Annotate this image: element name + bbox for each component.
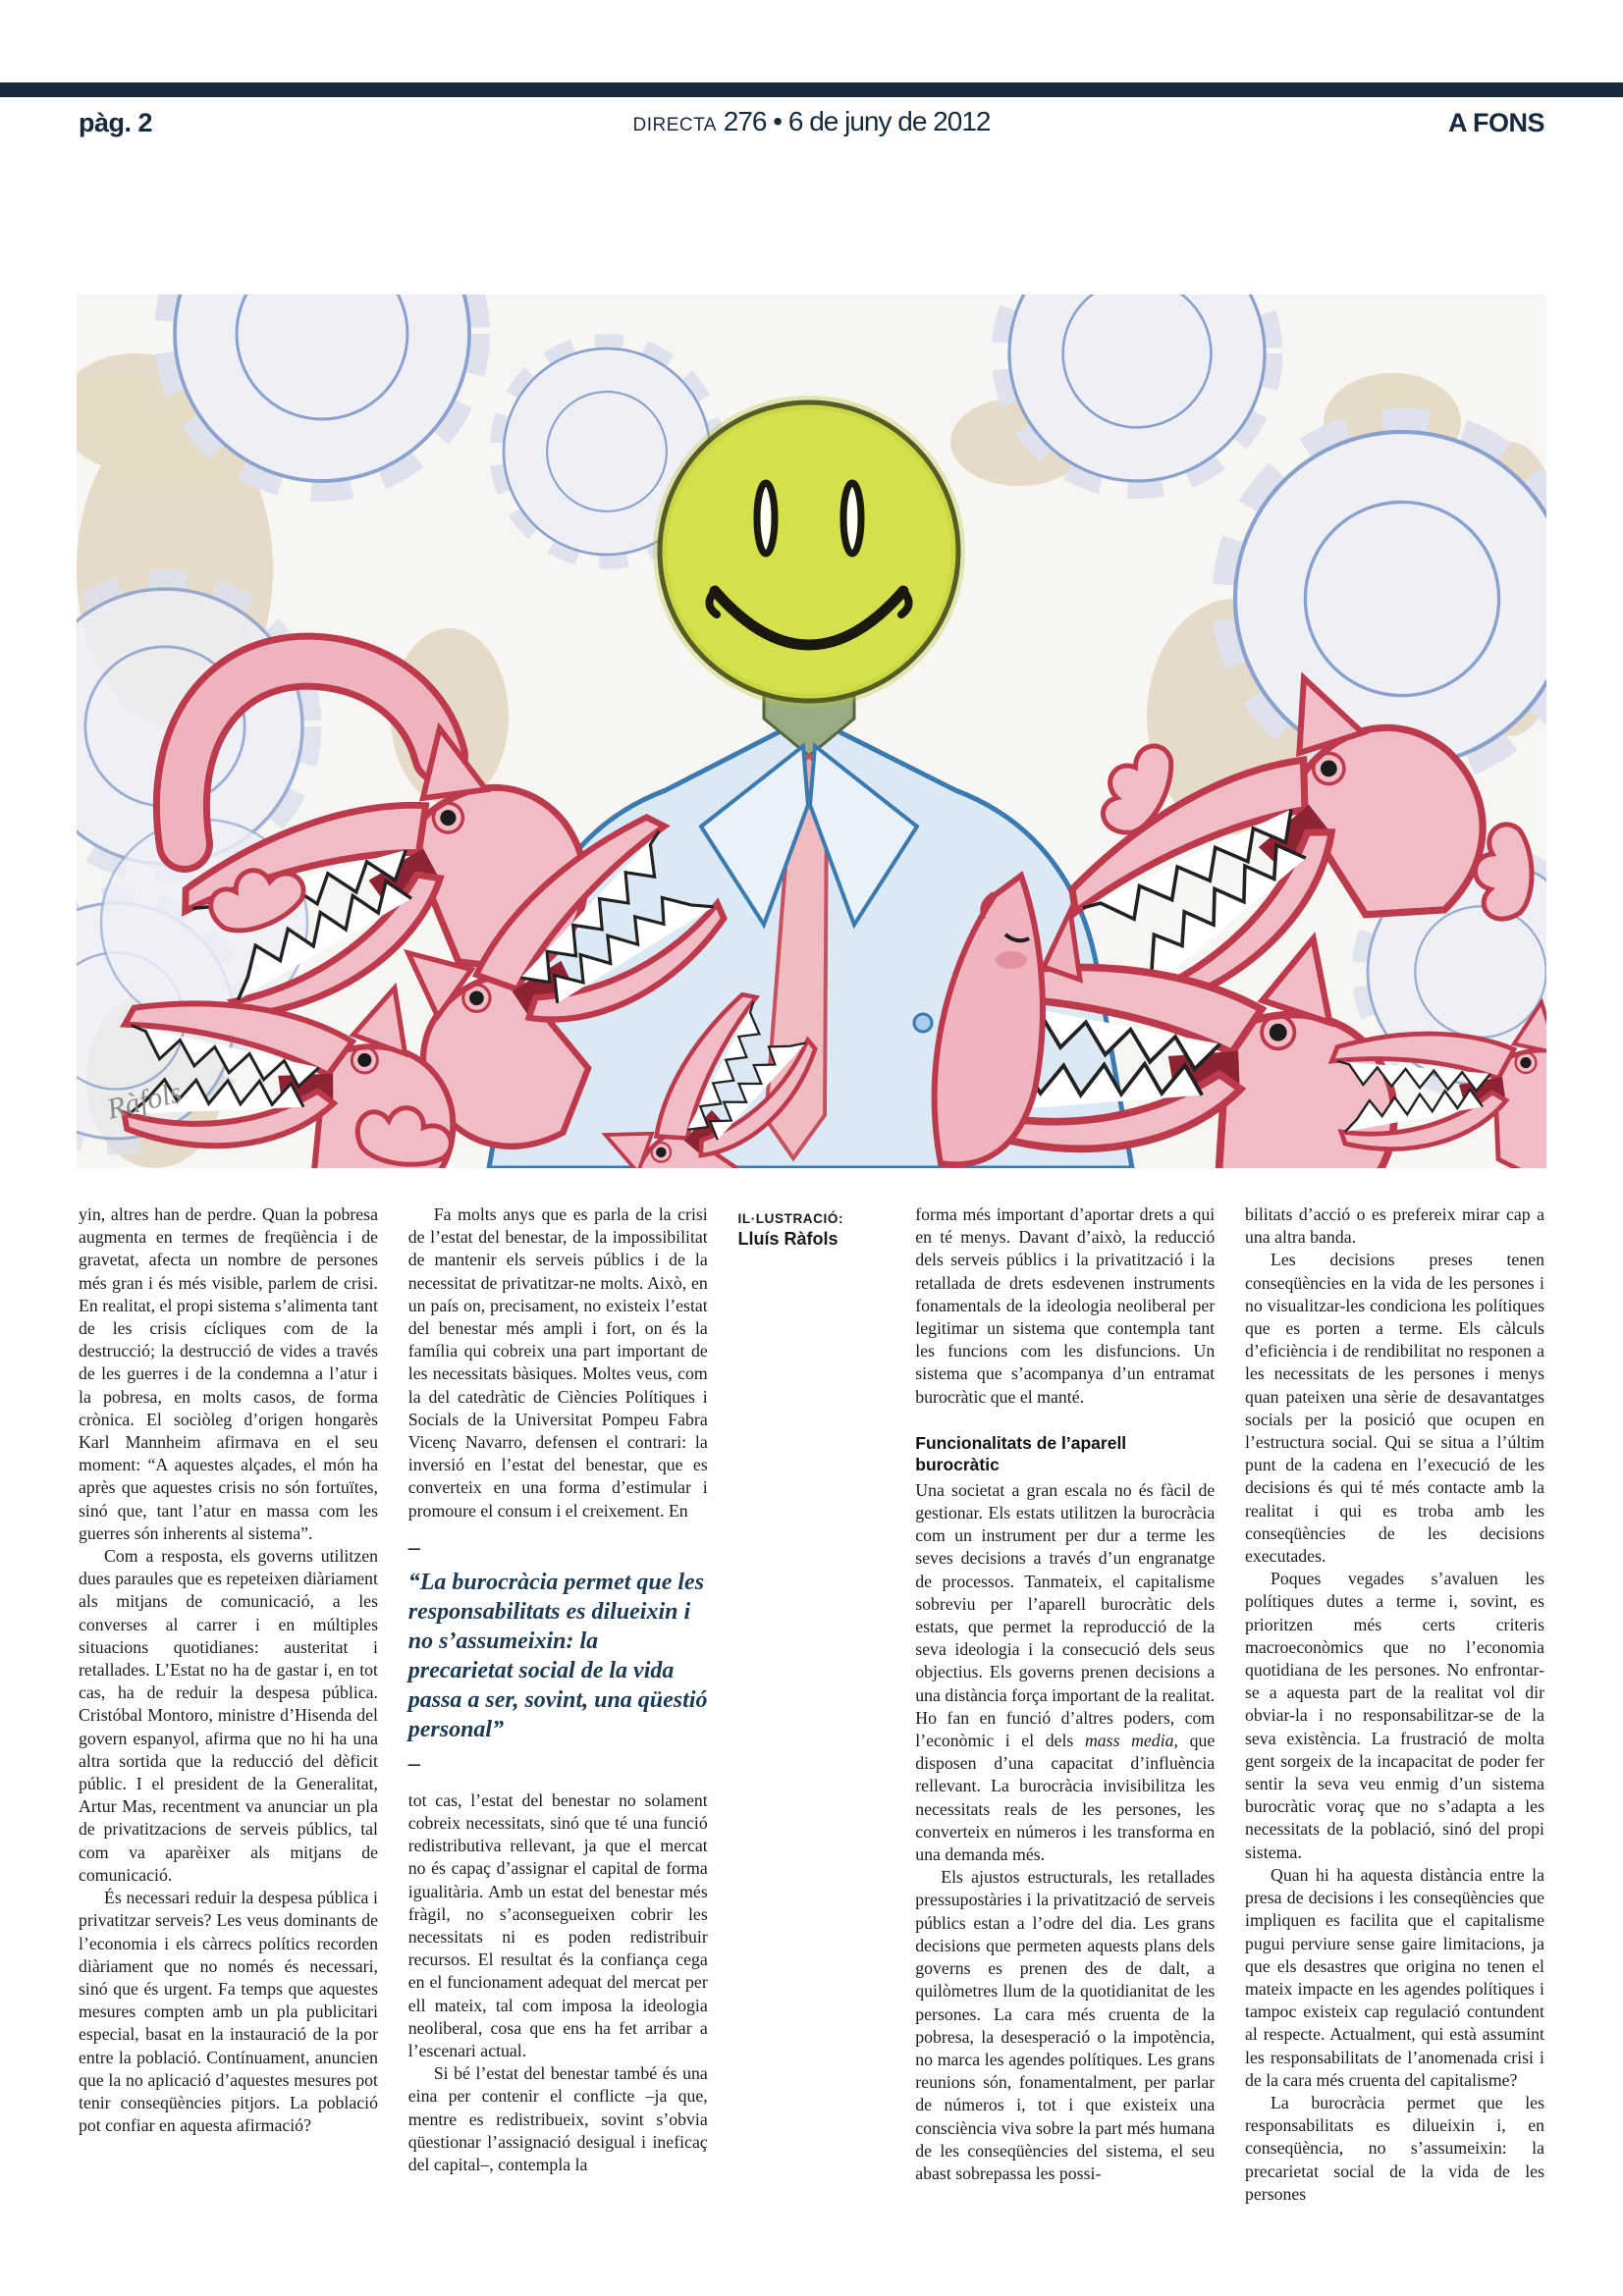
article-columns [79, 1203, 1544, 2285]
smiley-face [660, 402, 958, 701]
top-navy-bar [0, 82, 1623, 97]
illustration [77, 294, 1546, 1168]
section-label: A FONS [1448, 108, 1544, 137]
article-paragraph: Les decisions preses tenen conseqüències en la vida de les persones i no visualitzar-les condiciona les polítiques que es porten a terme. Els càlculs d’eficiència i de rendibilitat no responen a les necessitats de les persones i menys quan pateixen una sèrie de desavantatges socials per la posició que ocupen en l’estructura social. Qui se situa a l’últim punt de la cadena en l’execució de les decisions és qui té més contacte amb la realitat i qui es troba amb les conseqüències de les decisions executades. [1245, 1250, 1544, 1567]
article-paragraph: Poques vegades s’avaluen les polítiques dutes a terme i, sovint, es prioritzen més certs criteris macroeconòmics que no l’economia quotidiana de les persones. No enfrontar-se a aquesta part de la realitat vol dir obviar-la i no responsabilitzar-se de la seva existència. La frustració de molta gent sorgeix de la incapacitat de poder fer sentir la seva veu enmig d’un sistema burocràtic voraç que no s’adapta a les necessitats de la població, sinó del propi sistema. [1245, 1569, 1544, 1862]
masthead [79, 106, 1544, 137]
jacket-button [914, 1014, 932, 1032]
section-subhead: Funcionalitats de l’aparell burocràtic [915, 1432, 1127, 1474]
column-2 [408, 1203, 708, 2285]
illustration-credit-name: Lluís Ràfols [737, 1229, 839, 1249]
article-paragraph: Com a resposta, els governs utilitzen dues paraules que es repeteixen diàriament als mitjans de comunicació, a les converses al carrer i en múltiples situacions quotidianes: austeritat i retallades. L’Estat no ha de gastar i, en tot cas, ha de reduir la despesa pública. Cristóbal Montoro, ministre d’Hisenda del govern espanyol, afirma que no hi ha una altra sortida que la reducció del dèficit públic. I el president de la Generalitat, Artur Mas, recentment va anunciar un pla de privatitzacions de serveis públics, tal com va aparèixer als mitjans de comunicació. [79, 1546, 378, 1885]
article-paragraph: Els ajustos estructurals, les retallades pressupostàries i la privatització de serveis públics estan a l’odre del dia. Les grans decisions que permeten aquests plans dels governs es prenen des de dalt, a quilòmetres llum de la quotidianitat de les persones. La cara més cruenta de la pobresa, la desesperació o la impotència, no marca les agendes polítiques. Les grans reunions són, fonamentalment, per parlar de números i, tot i que existeix una consciència viva sobre la part més humana de les conseqüències del sistema, el seu abast sobrepassa les possi- [915, 1867, 1216, 2183]
article-paragraph: forma més important d’aportar drets a qui en té menys. Davant d’això, la reducció dels serveis públics i la privatització i la retallada de drets esdevenen instruments fonamentals de la ideologia neoliberal per legitimar un sistema que contempla tant les funcions com les disfuncions. Un sistema que s’acompanya d’un entramat burocràtic que el manté. [915, 1204, 1216, 1407]
credit-column [738, 1203, 886, 2285]
article-paragraph: tot cas, l’estat del benestar no solament cobreix necessitats, sinó que té una funció redistributiva rellevant, ja que el mercat no és capaç d’assignar el capital de forma igualitària. Amb un estat del benestar més fràgil, no s’aconsegueixen cobrir les necessitats ni es poden redistribuir recursos. El resultat és la confiança cega en el funcionament adequat del mercat per ell mateix, tal com imposa la ideologia neoliberal, cosa que ens ha fet arribar a l’escenari actual. [407, 1789, 708, 2061]
page-header [79, 106, 1544, 151]
article-paragraph: Quan hi ha aquesta distància entre la presa de decisions i les conseqüències que impliquen es facilita que el capitalisme pugui perviure sense gaire limitacions, ja que els desastres que origina no tenen el mateix impacte en les agendes polítiques i tampoc existeix cap regulació contundent al respecte. Actualment, qui està assumint les responsabilitats de l’anomenada crisi i de la cara més cruenta del capitalisme? [1245, 1864, 1544, 2090]
artist-signature: Ràfols [103, 1076, 186, 1126]
article-paragraph: Una societat a gran escala no és fàcil de gestionar. Els estats utilitzen la burocràcia com un instrument per dur a terme les seves decisions a través d’un engranatge de processos. Tanmateix, el capitalisme sobreviu per l’aparell burocràtic dels estats, que permet la reproducció de la seva ideologia i la consecució dels seus objectius. Els governs prenen decisions a una distància força important de la realitat. Ho fan en funció d’altres poders, com l’econòmic i el dels mass media, que disposen d’una capacitat d’influència rellevant. La burocràcia invisibilitza les necessitats reals de les persones, les converteix en números i les transforma en una demanda més. [915, 1479, 1216, 1865]
article-paragraph: bilitats d’acció o es prefereix mirar cap a una altra banda. [1245, 1204, 1544, 1248]
quote-dash: – [407, 1534, 420, 1561]
page-number-label: pàg. 2 [79, 108, 153, 137]
column-3 [915, 1203, 1215, 2285]
smiley-eye-right [843, 483, 861, 554]
column-4 [1245, 1203, 1544, 2285]
article-paragraph: Si bé l’estat del benestar també és una eina per contenir el conflicte –ja que, mentre es redistribueix, sovint s’obvia qüestionar l’assignació desigual i ineficaç del capital–, contempla la [407, 2063, 708, 2175]
article-paragraph: Fa molts anys que es parla de la crisi de l’estat del benestar, de la impossibilitat de mantenir els serveis públics i de la necessitat de privatitzar-ne molts. Això, en un país on, precisament, no existeix l’estat del benestar més ampli i fort, on és la família qui cobreix una part important de les necessitats bàsiques. Moltes veus, com la del catedràtic de Ciències Polítiques i Socials de la Universitat Pompeu Fabra Vicenç Navarro, defensen el contrari: la inversió en l’estat del benestar, que es converteix en una forma d’estimular i promoure el consum i el creixement. En [407, 1204, 708, 1521]
illustration-svg [77, 294, 1546, 1168]
article-paragraph: yin, altres han de perdre. Quan la pobresa augmenta en termes de freqüència i de gravetat, afecta un nombre de persones més gran i és més visible, parlem de crisi. En realitat, el propi sistema s’alimenta tant de les crisis cícliques com de la destrucció; la destrucció de vides a través de les guerres i de la condemna a l’atur i la pobresa, en molts casos, de forma crònica. El sociòleg d’origen hongarès Karl Mannheim afirmava en el seu moment: “A aquestes alçades, el món ha après que aquestes crisis no són fortuïtes, sinó que, tant l’atur en massa com les guerres són inherents al sistema”. [79, 1204, 378, 1543]
masthead-name: DIRECTA [632, 115, 717, 135]
article-paragraph: És necessari reduir la despesa pública i privatitzar serveis? Les veus dominants de l’economia i els càrrecs polítics recorden diàriament que no només és necessari, sinó que és urgent. Fa temps que aquestes mesures compten amb un pla publicitari especial, basat en la instauració de la por entre la població. Contínuament, anuncien que la no aplicació d’aquestes mesures pot tenir conseqüències pitjors. La població pot confiar en aquesta afirmació? [79, 1888, 378, 2136]
quote-dash: – [407, 1750, 420, 1777]
illustration-credit-label: IL·LUSTRACIÓ: [737, 1211, 844, 1226]
pull-quote: “La burocràcia permet que les responsabilitats es dilueixin i no s’assumeixin: la precarietat social de la vida passa a ser, sovint, una qüestió personal” [407, 1569, 708, 1742]
column-1 [79, 1203, 378, 2285]
article-paragraph: La burocràcia permet que les responsabilitats es dilueixin i, en conseqüència, no s’assumeixin: la precarietat social de la vida de les persones [1245, 2092, 1544, 2204]
smiley-eye-left [757, 483, 775, 554]
masthead-issue-date: 276 • 6 de juny de 2012 [716, 106, 991, 136]
